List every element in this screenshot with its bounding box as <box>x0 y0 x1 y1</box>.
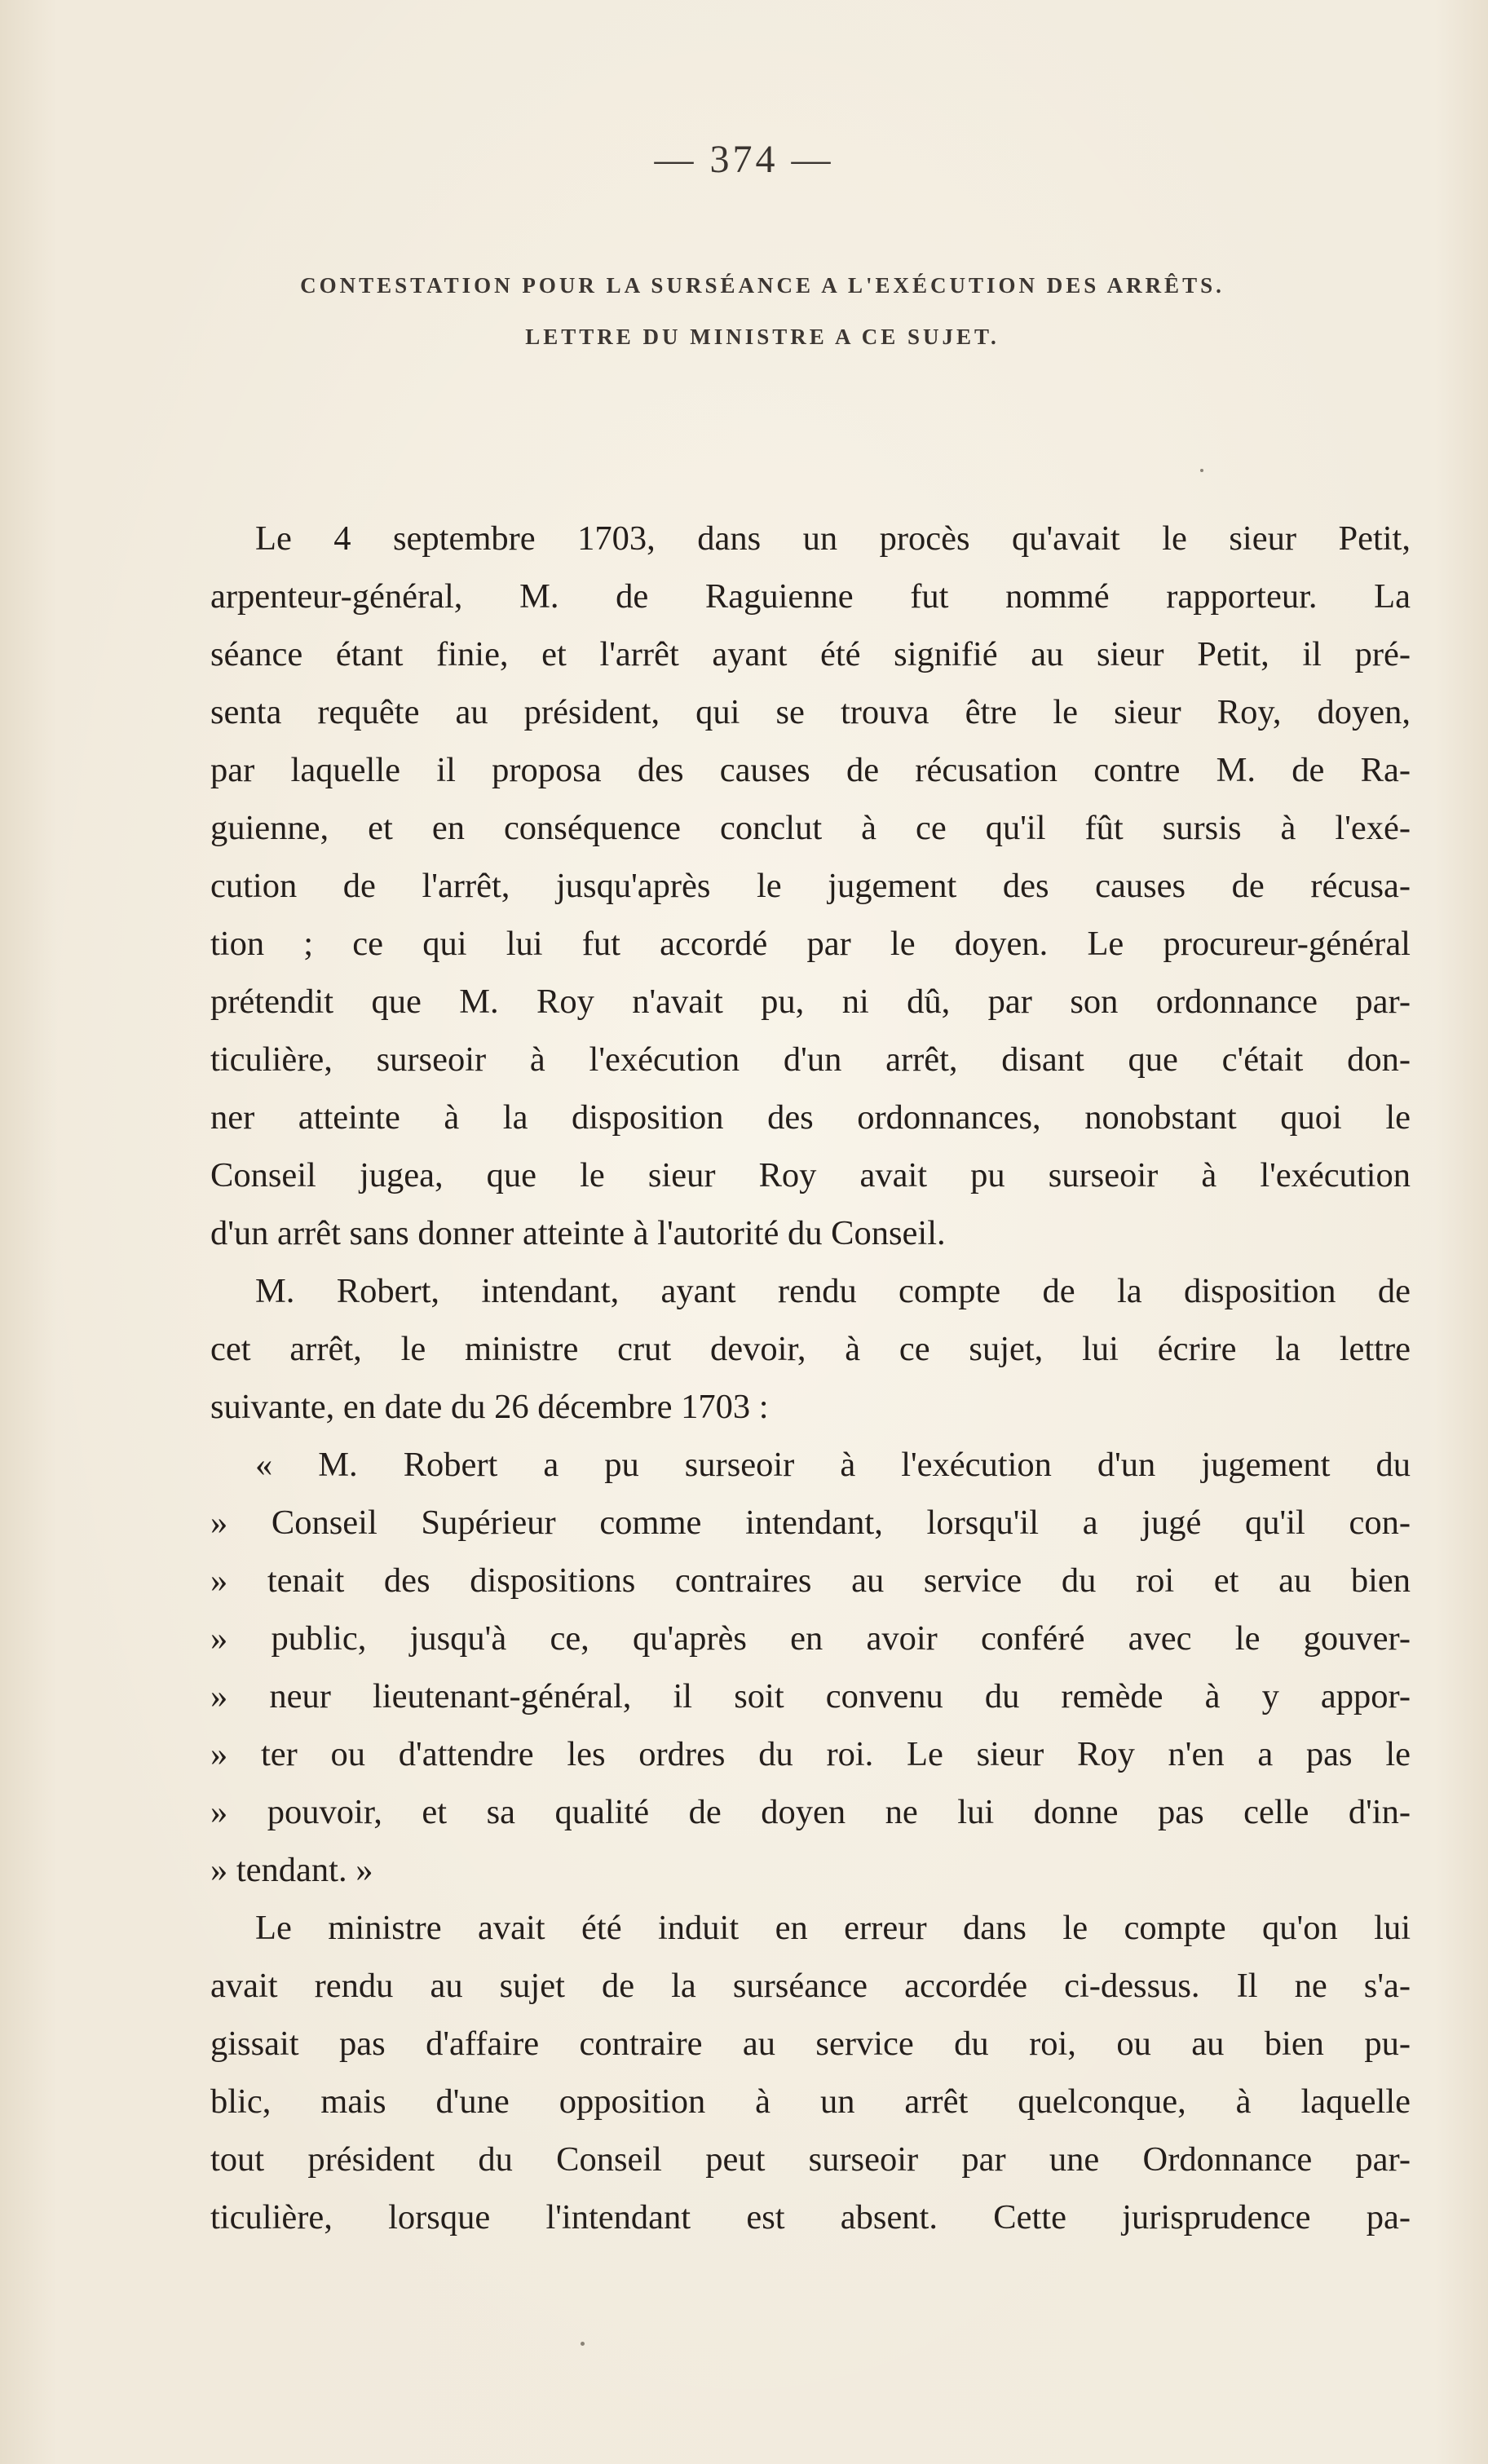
section-heading-line-2: LETTRE DU MINISTRE A CE SUJET. <box>525 325 1000 349</box>
quote-line: » tenait des dispositions contraires au service du roi et au bien <box>210 1561 1411 1600</box>
paper-speck <box>1200 469 1203 472</box>
text-line: tion ; ce qui lui fut accordé par le doyen. Le procureur-général <box>210 925 1411 963</box>
text-line: prétendit que M. Roy n'avait pu, ni dû, par son ordonnance par- <box>210 983 1411 1021</box>
text-line: senta requête au président, qui se trouva être le sieur Roy, doyen, <box>210 693 1411 731</box>
text-line: Conseil jugea, que le sieur Roy avait pu surseoir à l'exécution <box>210 1156 1411 1194</box>
quote-line: » tendant. » <box>210 1851 373 1889</box>
text-line: blic, mais d'une opposition à un arrêt quelconque, à laquelle <box>210 2082 1411 2121</box>
text-line: avait rendu au sujet de la surséance accordée ci-dessus. Il ne s'a- <box>210 1967 1411 2005</box>
text-line: cet arrêt, le ministre crut devoir, à ce sujet, lui écrire la lettre <box>210 1330 1411 1368</box>
paper-speck <box>581 2342 585 2346</box>
text-line: ticulière, lorsque l'intendant est absent. Cette jurisprudence pa- <box>210 2198 1411 2237</box>
text-line: M. Robert, intendant, ayant rendu compte de la disposition de <box>255 1272 1411 1310</box>
text-line: séance étant finie, et l'arrêt ayant été signifié au sieur Petit, il pré- <box>210 635 1411 673</box>
text-line: par laquelle il proposa des causes de récusation contre M. de Ra- <box>210 751 1411 789</box>
text-line: Le 4 septembre 1703, dans un procès qu'avait le sieur Petit, <box>255 519 1411 558</box>
text-line: guienne, et en conséquence conclut à ce qu'il fût sursis à l'exé- <box>210 809 1411 847</box>
text-line: cution de l'arrêt, jusqu'après le jugement des causes de récusa- <box>210 867 1411 905</box>
quote-line: » Conseil Supérieur comme intendant, lorsqu'il a jugé qu'il con- <box>210 1504 1411 1542</box>
page-number: — 374 — <box>654 138 834 181</box>
quote-line: » neur lieutenant-général, il soit convenu du remède à y appor- <box>210 1677 1411 1716</box>
text-line: ticulière, surseoir à l'exécution d'un arrêt, disant que c'était don- <box>210 1040 1411 1079</box>
quote-line: » ter ou d'attendre les ordres du roi. Le sieur Roy n'en a pas le <box>210 1735 1411 1773</box>
quote-line: » pouvoir, et sa qualité de doyen ne lui donne pas celle d'in- <box>210 1793 1411 1831</box>
body-text <box>210 510 1411 2246</box>
section-heading-line-1: CONTESTATION POUR LA SURSÉANCE A L'EXÉCUTION DES ARRÊTS. <box>300 273 1225 298</box>
quote-line: « M. Robert a pu surseoir à l'exécution d'un jugement du <box>255 1446 1411 1484</box>
text-line: tout président du Conseil peut surseoir par une Ordonnance par- <box>210 2140 1411 2179</box>
text-line: Le ministre avait été induit en erreur dans le compte qu'on lui <box>255 1909 1411 1947</box>
text-line: ner atteinte à la disposition des ordonnances, nonobstant quoi le <box>210 1098 1411 1137</box>
text-line: suivante, en date du 26 décembre 1703 : <box>210 1388 769 1426</box>
text-line: arpenteur-général, M. de Raguienne fut nommé rapporteur. La <box>210 577 1411 616</box>
quote-line: » public, jusqu'à ce, qu'après en avoir conféré avec le gouver- <box>210 1619 1411 1658</box>
text-line: d'un arrêt sans donner atteinte à l'autorité du Conseil. <box>210 1214 946 1252</box>
text-line: gissait pas d'affaire contraire au service du roi, ou au bien pu- <box>210 2025 1411 2063</box>
